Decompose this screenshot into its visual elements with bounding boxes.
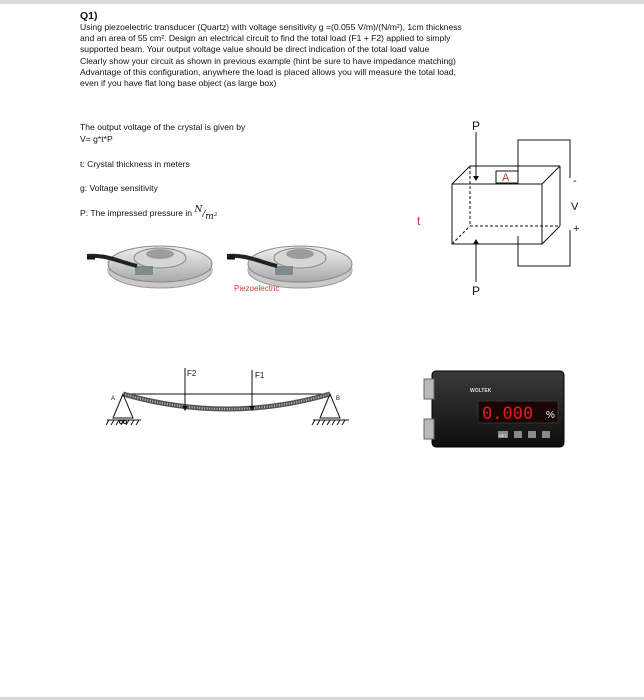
meter-reading: 0.000 [482, 404, 534, 424]
formula-block [80, 121, 245, 145]
plus-terminal: + [573, 223, 580, 235]
formula-intro: The output voltage of the crystal is given by [80, 122, 246, 132]
question-line: Advantage of this configuration, anywhere the load is placed allows you will measure the total load, [80, 66, 456, 77]
question-line: Clearly show your circuit as shown in previous example (hint be sure to have impedance matching) [80, 55, 456, 66]
support-a-label: A [111, 396, 116, 402]
support-b-label: B [336, 396, 341, 402]
question-body [80, 22, 570, 89]
unit-numerator: N [194, 205, 203, 215]
meter-label: A [502, 172, 510, 184]
digital-panel-meter [422, 365, 572, 455]
question-title: Q1) [80, 10, 98, 22]
question-line: even if you have flat long base object (as large box) [80, 78, 277, 89]
question-line: supported beam. Your output voltage value should be direct indication of the total load value [80, 44, 430, 55]
thickness-label: t [417, 214, 421, 228]
meter-key[interactable] [528, 431, 536, 438]
crystal-circuit-diagram [430, 118, 590, 303]
meter-key-set-label: SET [499, 433, 507, 438]
voltage-label: V [571, 201, 579, 213]
definition-p-text: P: The impressed pressure in [80, 208, 195, 218]
meter-key[interactable] [542, 431, 550, 438]
force-label-bottom: P [472, 284, 481, 298]
definition-p [80, 205, 218, 222]
question-line: and an area of 55 cm². Design an electrical circuit to find the total load (F1 + F2) applied to simply [80, 33, 451, 44]
simply-supported-beam-diagram [105, 362, 355, 452]
definition-t: t: Crystal thickness in meters [80, 159, 190, 169]
force-f2-label: F2 [187, 369, 197, 378]
meter-brand: WOLTEK [470, 388, 492, 394]
force-label-top: P [472, 119, 481, 133]
piezoelectric-label: Piezoelectric [234, 284, 280, 293]
meter-key[interactable] [514, 431, 522, 438]
definition-g: g: Voltage sensitivity [80, 183, 158, 193]
load-cell-image [85, 228, 215, 298]
force-f1-label: F1 [255, 371, 265, 380]
minus-terminal: - [573, 175, 577, 187]
question-line: Using piezoelectric transducer (Quartz) with voltage sensitivity g =(0.055 V/m)/(N/m²), 1cm thickness [80, 22, 462, 32]
formula-equation: V= g*t*P [80, 134, 113, 144]
meter-unit: % [546, 410, 555, 421]
unit-denominator: m² [205, 212, 218, 222]
pressure-unit: N/m² [194, 205, 218, 222]
